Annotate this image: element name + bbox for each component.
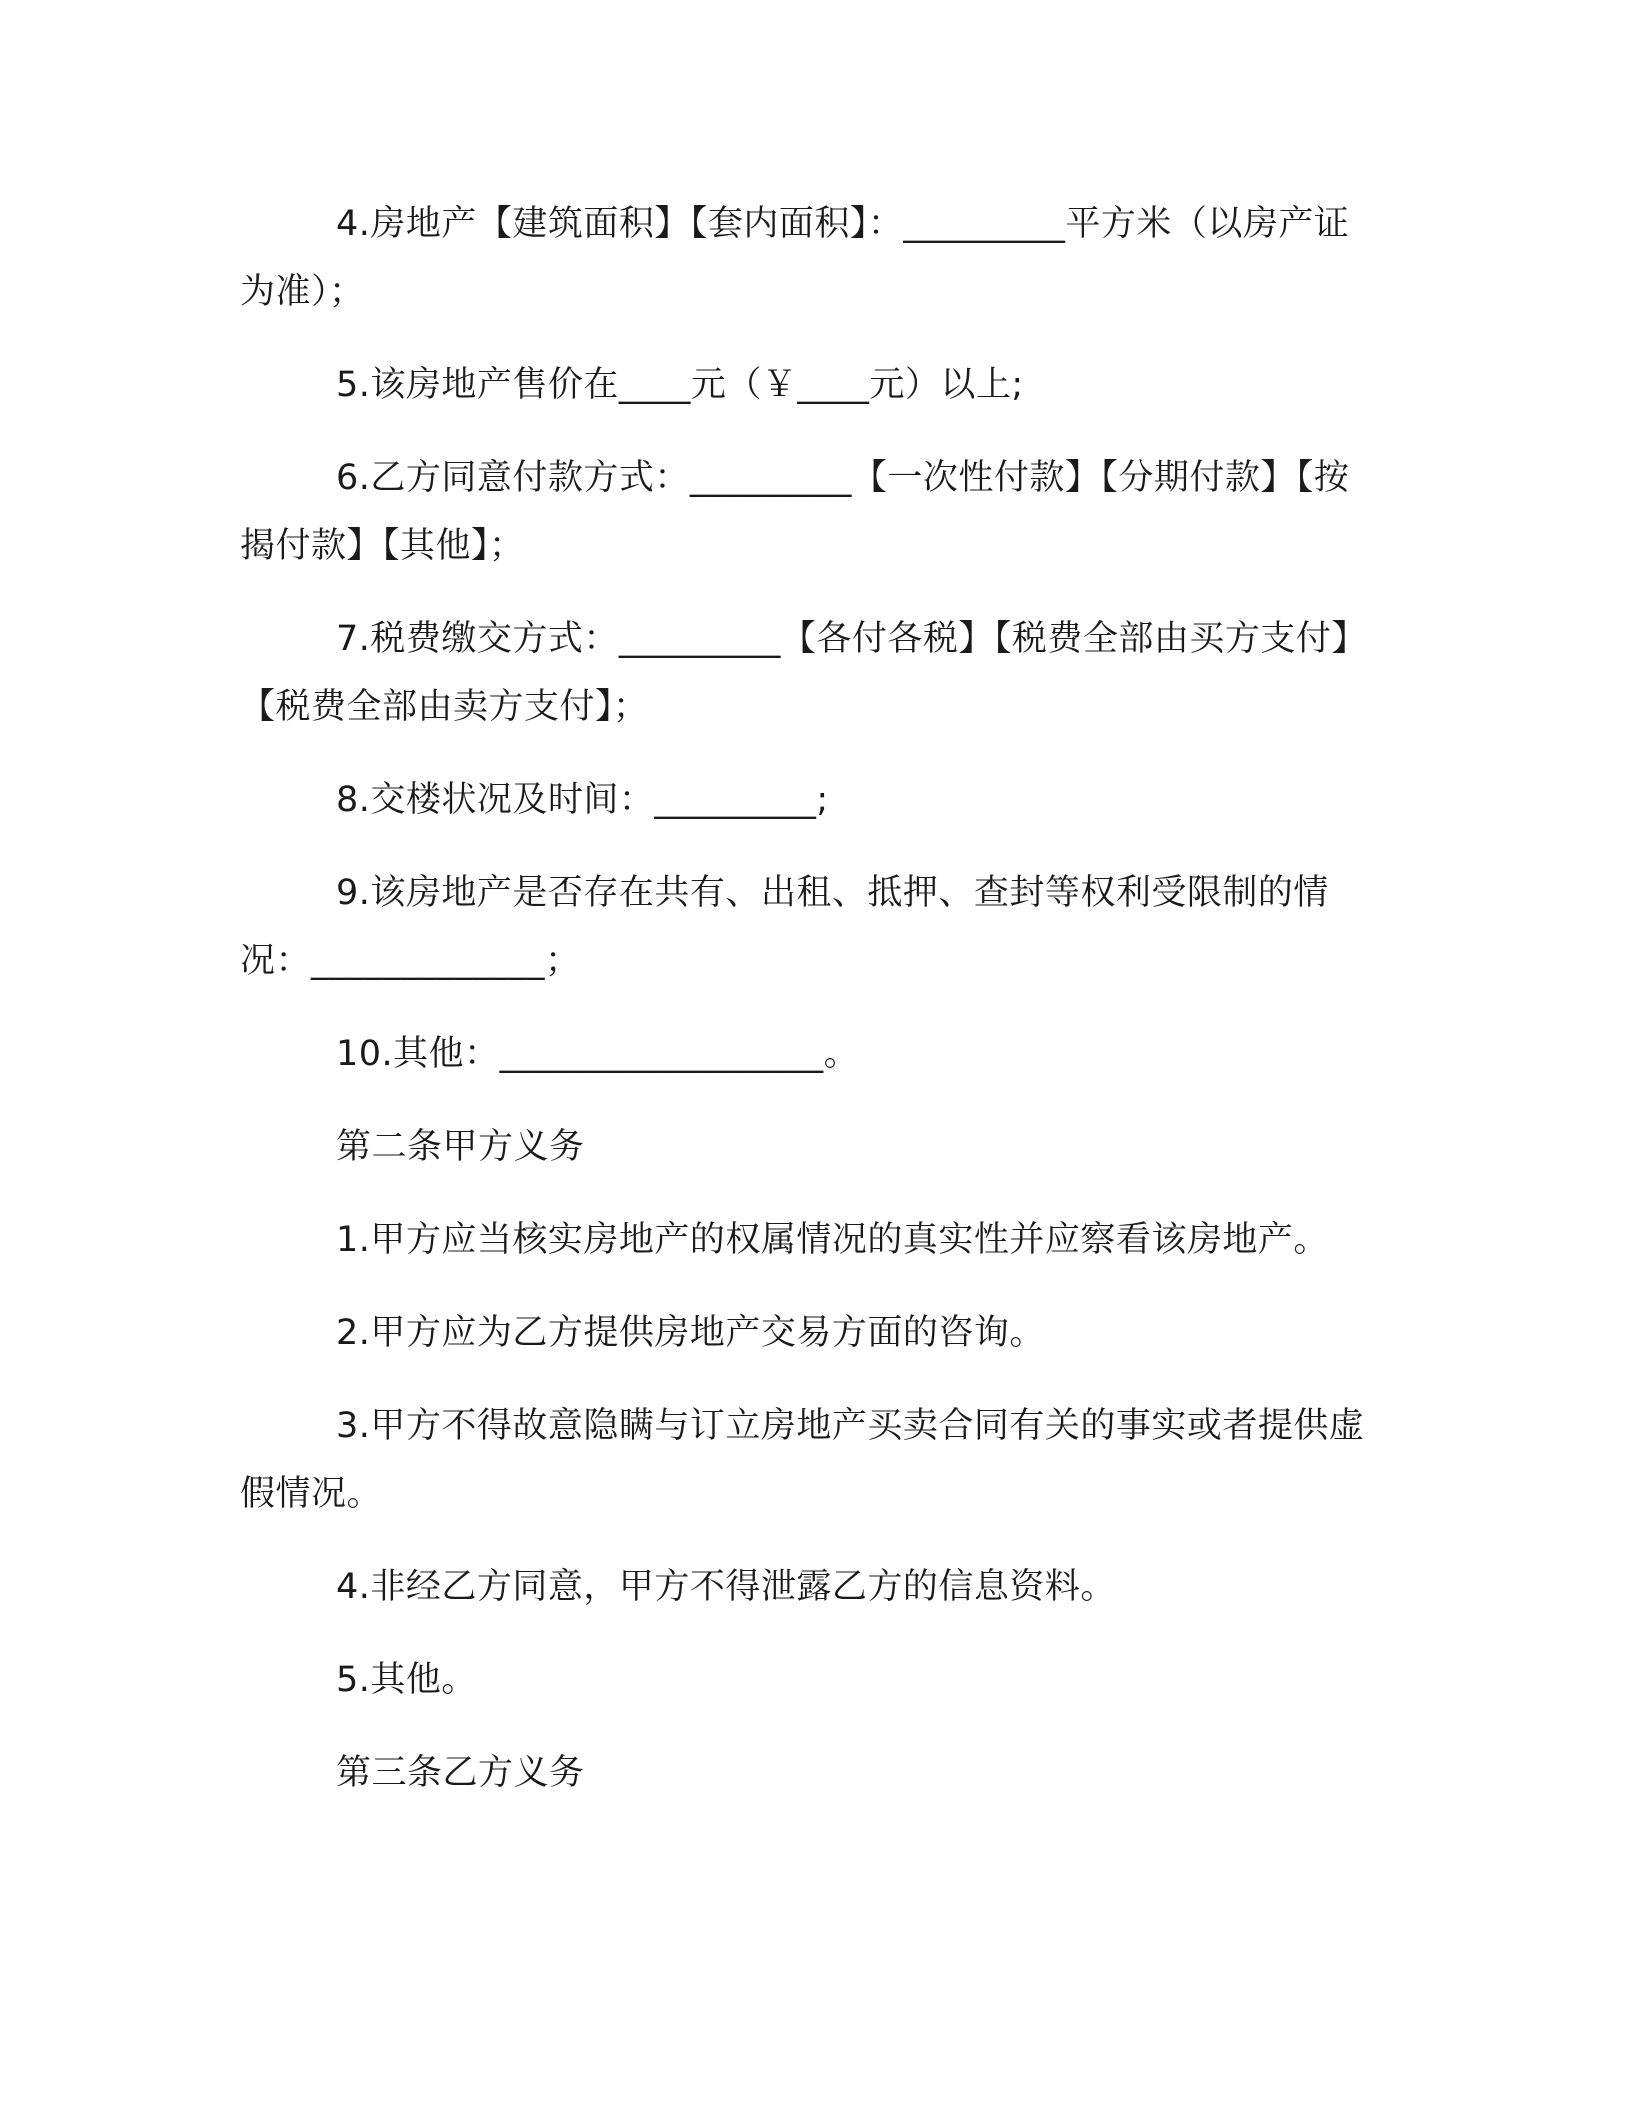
section-heading-party-b: 第三条乙方义务 [336,1753,585,1793]
clause-restrictions: 9.该房地产是否存在共有、出租、抵押、查封等权利受限制的情况：_____________； [240,873,1329,981]
party-a-duty-5: 5.其他。 [336,1660,477,1700]
clause-handover: 8.交楼状况及时间：_________; [336,780,829,820]
party-a-duty-3: 3.甲方不得故意隐瞒与订立房地产买卖合同有关的事实或者提供虚假情况。 [240,1406,1365,1514]
party-a-duty-2: 2.甲方应为乙方提供房地产交易方面的咨询。 [336,1313,1045,1353]
document-body [240,190,1380,1832]
party-a-duty-1: 1.甲方应当核实房地产的权属情况的真实性并应察看该房地产。 [336,1220,1329,1260]
party-a-duty-4: 4.非经乙方同意，甲方不得泄露乙方的信息资料。 [336,1567,1116,1607]
clause-other: 10.其他：__________________。 [336,1034,860,1074]
clause-price: 5.该房地产售价在____元（￥____元）以上; [336,365,1024,405]
clause-payment-method: 6.乙方同意付款方式：_________【一次性付款】【分期付款】【按揭付款】【其他】； [240,458,1350,566]
clause-tax-payment: 7.税费缴交方式：_________【各付各税】【税费全部由买方支付】【税费全部由卖方支付】； [240,619,1367,727]
clause-area: 4.房地产【建筑面积】【套内面积】：_________平方米（以房产证为准）； [240,204,1350,312]
section-heading-party-a: 第二条甲方义务 [336,1127,585,1167]
